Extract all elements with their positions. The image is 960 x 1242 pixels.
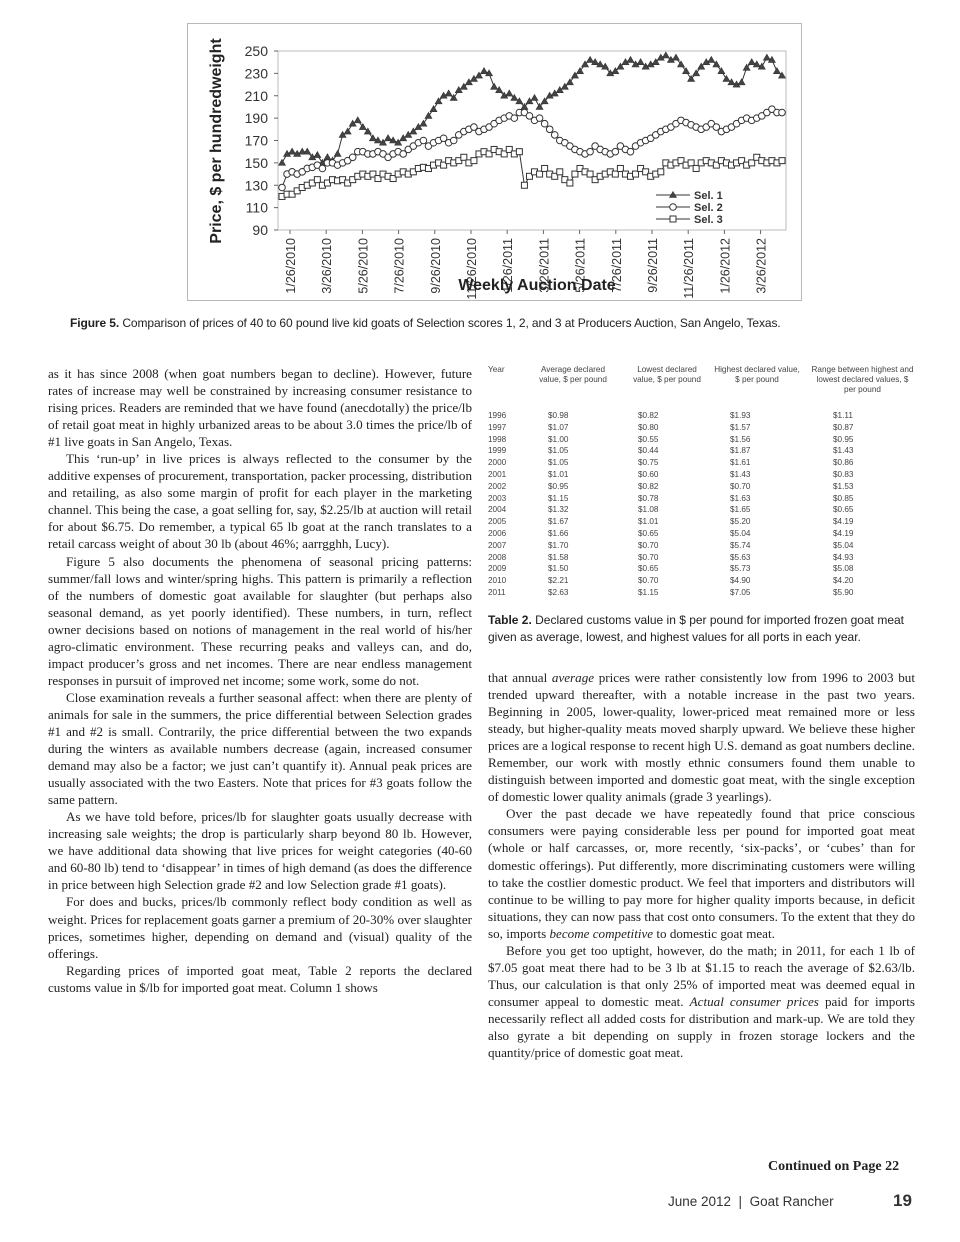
series-sel-1: [279, 52, 786, 165]
table-row: [488, 457, 915, 469]
data-point-circle: [779, 109, 786, 116]
table-caption-text: Declared customs value in $ per pound for imported frozen goat meat given as average, lowest, and highest values for all ports in each year.: [488, 613, 904, 644]
table-cell-value: $0.83: [833, 470, 854, 479]
legend-label: Sel. 3: [694, 214, 723, 226]
table-cell-value: $0.86: [833, 458, 854, 468]
data-point-triangle: [748, 59, 755, 65]
table-cell-value: $4.19: [833, 517, 854, 527]
data-point-triangle: [738, 79, 745, 85]
emphasis: average: [551, 670, 595, 685]
left-column: [48, 365, 472, 996]
table-cell-value: $1.57: [730, 422, 751, 432]
table-cell-year: 2001: [488, 470, 507, 479]
data-point-circle: [450, 137, 457, 144]
table-row: [488, 552, 915, 564]
page-number: 19: [893, 1191, 912, 1210]
table-row: [488, 493, 915, 505]
data-point-square: [658, 169, 664, 175]
table-cell-value: $5.08: [833, 564, 854, 574]
x-tick-label: 11/26/2010: [465, 238, 479, 300]
y-axis-label: Price, $ per hundredweight: [208, 38, 225, 244]
legend: [656, 190, 723, 226]
data-point-triangle: [289, 148, 296, 154]
data-point-triangle: [763, 54, 770, 60]
data-point-circle: [612, 148, 619, 155]
x-tick-label: 9/26/2011: [646, 238, 660, 293]
text-run: paid for imports necessarily reflect all added costs for distribution and mark-up. We are told they also gyrate a bit depending on supply in frozen storage lockers and the quantity/price of domestic goat meat.: [488, 993, 915, 1061]
table-cell-value: $1.67: [548, 517, 569, 527]
data-point-circle: [546, 126, 553, 133]
data-point-triangle: [627, 56, 634, 62]
table-cell-value: $1.01: [638, 517, 659, 527]
table-cell-value: $1.11: [833, 411, 853, 420]
table-header-lowest: Lowest declared value, $ per pound: [633, 365, 701, 384]
table-cell-value: $0.44: [638, 446, 659, 456]
paragraph: This ‘run-up’ in live prices is always reflected to the consumer by the additive expenses of procurement, transportation, packer processing, distribution and retailing, as also some margin of profit for each player in the marketing channel. This being the case, a goat selling for, say, $2.25/lb at auction will retail for about $6.75. Do remember, a typical 65 lb goat at the ranch translates to a retail carcass weight of about 30 lb (about 46%; aarrgghh, Lucy).: [48, 451, 472, 552]
table-cell-value: $1.15: [638, 588, 659, 597]
data-point-circle: [541, 120, 548, 127]
paragraph: Close examination reveals a further seasonal affect: when there are plenty of animals for sale in the summers, the price differential between Selection grades #1 and #2 is small. Contrarily, the price differential between the two expands during the winters as available numbers decrease (again, increased consumer demand may also be a factor; we just can’t quantify it). Annual peak prices are usually associated with the two Easters. Note that prices for #3 goats follow the same pattern.: [48, 689, 472, 808]
text-run: Before you get too uptight, however, do the math; in 2011, for each 1 lb of $7.05 goat meat there had to be 3 lb at $1.15 to reach the average of $2.63/lb. Thus, our calculation is that only 25% of imported meat was deemed equal in consumer appeal to domestic meat.: [488, 942, 915, 1009]
table-cell-year: 2007: [488, 540, 507, 550]
table-cell-value: $1.08: [638, 505, 659, 515]
table-cell-value: $0.87: [833, 422, 854, 432]
table-row: [488, 540, 915, 552]
data-point-triangle: [481, 68, 488, 74]
table-cell-year: 2009: [488, 564, 507, 574]
data-point-square: [567, 180, 573, 186]
table-cell-value: $0.80: [638, 422, 659, 432]
legend-label: Sel. 1: [694, 190, 723, 202]
table-cell-value: $0.55: [638, 434, 659, 444]
table-cell-value: $1.53: [833, 481, 854, 491]
table-cell-value: $1.87: [730, 446, 751, 456]
data-point-triangle: [491, 83, 498, 89]
table-cell-value: $5.73: [730, 564, 751, 574]
table-cell-value: $0.65: [638, 564, 659, 574]
data-point-triangle: [506, 90, 513, 96]
data-point-triangle: [445, 90, 452, 96]
table-cell-value: $2.21: [548, 576, 569, 586]
table-row: [488, 410, 915, 422]
y-tick-label: 230: [244, 65, 268, 82]
data-point-circle: [420, 137, 427, 144]
table-cell-value: $0.95: [548, 481, 569, 491]
footer-issue: June 2012 | Goat Rancher: [668, 1194, 834, 1209]
table-cell-value: $0.82: [638, 411, 659, 420]
table-row: [488, 422, 915, 434]
figure-caption-label: Figure 5.: [70, 316, 120, 330]
table-cell-value: $0.65: [638, 529, 659, 538]
table-cell-value: $5.20: [730, 517, 751, 527]
x-tick-label: 7/26/2011: [609, 238, 624, 293]
table-cell-value: $5.04: [730, 529, 751, 538]
table-cell-value: $1.05: [548, 446, 569, 456]
table-cell-value: $0.65: [833, 505, 854, 515]
table-cell-year: 2003: [488, 493, 507, 503]
table-row: [488, 434, 915, 446]
table-cell-value: $0.85: [833, 493, 854, 503]
table-cell-year: 2004: [488, 505, 507, 515]
price-line-chart: [188, 24, 801, 300]
paragraph: [488, 805, 915, 941]
table-header-highest: Highest declared value, $ per pound: [714, 365, 800, 384]
paragraph: Regarding prices of imported goat meat, Table 2 reports the declared customs value in $/lb for imported goat meat. Column 1 shows: [48, 962, 472, 995]
table-2: [488, 365, 915, 601]
table-row: [488, 504, 915, 516]
table-row: [488, 445, 915, 457]
data-point-triangle: [672, 54, 679, 60]
figure-caption-text: Comparison of prices of 40 to 60 pound live kid goats of Selection scores 1, 2, and 3 at Producers Auction, San Angelo, Texas.: [119, 316, 781, 330]
data-point-triangle: [531, 94, 538, 100]
table-caption-label: Table 2.: [488, 613, 532, 627]
table-row: [488, 587, 915, 599]
data-point-square: [557, 169, 563, 175]
table-cell-value: $1.15: [548, 493, 569, 503]
data-point-triangle: [279, 159, 286, 165]
table-header-range: Range between highest and lowest declared values, $ per pound: [811, 365, 914, 394]
text-run: to domestic goat meat.: [653, 925, 775, 941]
table-row: [488, 469, 915, 481]
data-point-triangle: [773, 68, 780, 74]
emphasis: become competitive: [549, 925, 654, 941]
y-tick-label: 250: [244, 43, 268, 59]
data-point-triangle: [430, 106, 437, 112]
data-point-circle: [627, 148, 634, 155]
paragraph: Figure 5 also documents the phenomena of seasonal pricing patterns: summer/fall lows and winter/spring highs. This pattern is primarily a reflection of the numbers of domestic goat available for slaughter (but perhaps also seasonal demand, as yet poorly identified). These numbers, in turn, reflect owner decisions based on notions of management in the real world of his/her agro-climatic environment. These recurring peaks and valleys can, and do, impact producer’s gross and net incomes. There are near endless management responses in pursuit of improved net income; some work, some do not.: [48, 553, 472, 688]
x-tick-label: 1/26/2012: [718, 238, 733, 294]
y-tick-label: 90: [252, 222, 268, 238]
table-cell-value: $7.05: [730, 588, 751, 597]
table-cell-value: $1.56: [730, 434, 751, 444]
table-cell-value: $4.90: [730, 576, 751, 586]
y-tick-label: 150: [244, 154, 268, 171]
table-cell-year: 1996: [488, 411, 507, 420]
table-cell-value: $0.98: [548, 411, 569, 420]
table-cell-value: $0.75: [638, 458, 659, 468]
table-header-average: Average declared value, $ per pound: [539, 365, 607, 384]
table-cell-year: 1997: [488, 422, 507, 432]
data-point-triangle: [334, 150, 341, 156]
table-cell-value: $1.50: [548, 564, 569, 574]
x-tick-label: 3/26/2012: [754, 238, 769, 294]
paragraph: [488, 669, 915, 805]
y-tick-label: 170: [244, 132, 268, 149]
table-cell-year: 2008: [488, 552, 507, 562]
data-point-triangle: [344, 128, 351, 134]
data-point-circle: [551, 132, 558, 139]
table-cell-value: $5.04: [833, 540, 854, 550]
table-cell-value: $5.74: [730, 540, 751, 550]
x-tick-label: 5/26/2011: [573, 238, 588, 293]
y-tick-label: 210: [244, 87, 268, 104]
x-tick-label: 11/26/2011: [682, 238, 697, 299]
x-tick-label: 3/26/2010: [320, 238, 335, 294]
table-cell-year: 1999: [488, 446, 507, 456]
data-point-triangle: [324, 154, 331, 160]
text-run: prices were rather consistently low from 1996 to 2003 but trended upward thereafter, with a notable increase in the past two years. Beginning in 2005, lower-quality, lower-priced meat remained more or less steady, but higher-quality meats moved sharply upward. We believe these higher prices are a logical response to recent high U.S. demand as goat numbers decline. Remember, our work with mostly ethnic consumers found them unable to distinguish between imported and domestic goat meat, with the single exception of domestic lower quality animals (grade 3 yearlings).: [488, 670, 915, 805]
data-point-square: [670, 216, 676, 222]
text-run: that annual: [488, 670, 552, 685]
paragraph: As we have told before, prices/lb for slaughter goats usually decrease with increasing sale weights; the drop is particularly sharp beyond 80 lb. However, we have additional data showing that live prices for weight categories (40-60 and 60-80 lb) tend to ‘disappear’ in times of high demand (as does the difference in price between high Selection grade #2 and low Selection grade #1 goats).: [48, 809, 472, 893]
table-cell-value: $4.19: [833, 529, 854, 538]
table-row: [488, 563, 915, 575]
legend-label: Sel. 2: [694, 202, 723, 214]
table-cell-year: 1998: [488, 434, 507, 444]
table-cell-value: $0.95: [833, 434, 854, 444]
continued-note: Continued on Page 22: [768, 1159, 900, 1174]
paragraph: as it has since 2008 (when goat numbers began to decline). However, future rates of increase may well be constrained by increasing consumer resistance to rising prices. Readers are reminded that we have found (anecdotally) the price/lb of retail goat meat in highly urbanized areas to be about 3.0 times the price/lb of #1 live goats in San Angelo, Texas.: [48, 366, 472, 450]
data-point-triangle: [587, 56, 594, 62]
table-cell-value: $4.93: [833, 552, 854, 562]
y-tick-label: 130: [244, 177, 268, 194]
table-cell-value: $1.65: [730, 505, 751, 515]
table-cell-value: $0.70: [638, 552, 659, 562]
table-row: [488, 528, 915, 540]
table-cell-value: $0.78: [638, 493, 659, 503]
x-tick-label: 7/26/2010: [392, 238, 407, 294]
table-cell-value: $1.32: [548, 505, 569, 515]
figure-caption: [70, 316, 900, 330]
data-point-triangle: [723, 75, 730, 81]
paragraph: For does and bucks, prices/lb commonly reflect body condition as well as weight. Prices for replacement goats garner a premium of 20-30% over slaughter prices, sometimes higher, depending on demand and (visual) quality of the offerings.: [48, 894, 472, 961]
data-point-square: [521, 182, 527, 188]
table-cell-value: $1.05: [548, 458, 569, 468]
series-line: [282, 55, 782, 162]
data-point-triangle: [420, 120, 427, 126]
data-point-square: [779, 158, 785, 164]
y-tick-label: 110: [245, 199, 268, 216]
right-column: [488, 669, 915, 1061]
table-cell-value: $0.70: [638, 540, 659, 550]
x-tick-label: 9/26/2010: [428, 238, 443, 294]
table-cell-value: $2.63: [548, 588, 569, 597]
data-point-circle: [670, 204, 677, 211]
table-cell-year: 2000: [488, 458, 507, 468]
table-cell-year: 2011: [488, 588, 506, 597]
table-cell-value: $0.70: [638, 576, 659, 586]
table-cell-year: 2006: [488, 529, 507, 538]
data-point-circle: [587, 148, 594, 155]
table-cell-value: $1.07: [548, 422, 569, 432]
x-tick-label: 1/26/2011: [501, 238, 516, 293]
data-point-circle: [319, 165, 326, 172]
x-tick-label: 1/26/2010: [284, 238, 298, 294]
paragraph: [488, 942, 915, 1061]
table-cell-value: $1.61: [730, 458, 751, 468]
x-axis-label: Weekly Auction Date: [458, 277, 616, 294]
table-cell-year: 2010: [488, 576, 507, 586]
y-tick-label: 190: [244, 110, 268, 127]
data-point-triangle: [314, 152, 321, 158]
table-cell-value: $1.93: [730, 411, 751, 420]
table-cell-value: $4.20: [833, 576, 854, 586]
table-cell-year: 2005: [488, 517, 507, 527]
data-point-triangle: [662, 52, 669, 58]
table-cell-value: $0.60: [638, 470, 659, 479]
data-point-triangle: [354, 117, 361, 123]
table-caption: [488, 612, 916, 645]
table-cell-value: $1.58: [548, 552, 569, 562]
table-row: [488, 481, 915, 493]
table-row: [488, 575, 915, 587]
x-tick-label: 3/26/2011: [537, 238, 552, 293]
x-tick-label: 5/26/2010: [356, 238, 371, 294]
table-cell-value: $1.63: [730, 493, 751, 503]
table-cell-year: 2002: [488, 481, 507, 491]
table-cell-value: $5.63: [730, 552, 751, 562]
data-point-circle: [511, 115, 518, 122]
table-row: [488, 516, 915, 528]
table-cell-value: $1.66: [548, 529, 569, 538]
data-point-triangle: [385, 135, 392, 141]
figure-5-chart: [187, 23, 802, 301]
text-run: Over the past decade we have repeatedly found that price conscious consumers were paying considerable less per pound for imported goat meat (whole or half carcasses, or, more recently, ‘six-packs’, or ‘cubes’ than for domestic offerings). Put differently, more discriminating customers were willing to take the costlier domestic product. We feel that importers and distributors will continue to be willing to pay more for higher quality imports because, in deficit situations, they can now pass that cost onto consumers. To the extent that they do so, imports: [488, 806, 915, 941]
table-cell-value: $1.70: [548, 540, 569, 550]
table-cell-value: $1.43: [833, 446, 854, 456]
table-cell-value: $5.90: [833, 588, 854, 597]
data-point-square: [516, 149, 522, 155]
emphasis: Actual consumer prices: [689, 993, 819, 1009]
data-point-circle: [279, 184, 286, 191]
data-point-square: [471, 158, 477, 164]
data-point-circle: [349, 154, 356, 161]
data-point-triangle: [708, 56, 715, 62]
table-cell-value: $0.70: [730, 481, 751, 491]
table-cell-value: $0.82: [638, 481, 659, 491]
table-header-year: Year: [488, 365, 505, 374]
table-cell-value: $1.00: [548, 434, 569, 444]
table-cell-value: $1.43: [730, 470, 751, 479]
data-point-circle: [536, 115, 543, 122]
table-cell-value: $1.01: [548, 470, 569, 479]
data-point-triangle: [637, 59, 644, 65]
